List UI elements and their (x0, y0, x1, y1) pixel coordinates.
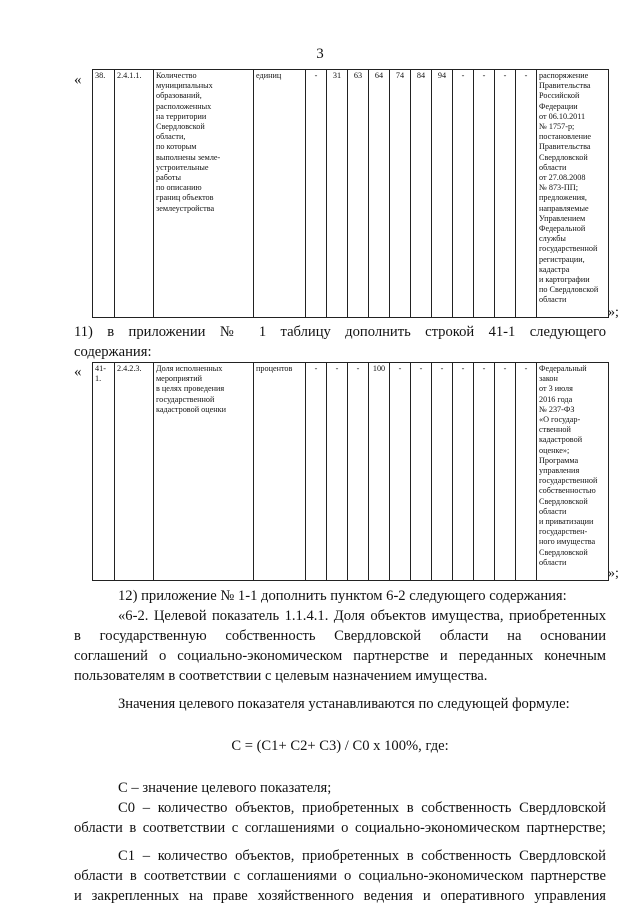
cell-value: 63 (348, 70, 369, 318)
cell-value: - (306, 70, 327, 318)
definition-c1-line3: и закрепленных на праве хозяйственного ведения и оперативного управления (74, 888, 606, 904)
cell-value: 94 (432, 70, 453, 318)
table1-close: »; (608, 305, 619, 320)
definition-c0-line2: области в соответствии с соглашениями о социально-экономическом партнерстве; (74, 820, 606, 836)
cell-value: - (453, 363, 474, 581)
cell-number: 38. (93, 70, 115, 318)
cell-value: - (348, 363, 369, 581)
cell-value: 31 (327, 70, 348, 318)
page-number: 3 (316, 46, 324, 62)
table2-open-quote: « (74, 364, 82, 380)
cell-value: - (495, 363, 516, 581)
definition-c: С – значение целевого показателя; (118, 780, 332, 796)
formula-intro: Значения целевого показателя устанавливаются по следующей формуле: (118, 696, 570, 712)
cell-value: - (327, 363, 348, 581)
paragraph-11-line1: 11) в приложении № 1 таблицу дополнить строкой 41-1 следующего (74, 324, 606, 340)
cell-value: 100 (369, 363, 390, 581)
table2 (92, 362, 609, 581)
paragraph-11-line2: содержания: (74, 344, 152, 360)
cell-value: 64 (369, 70, 390, 318)
cell-code: 2.4.2.3. (115, 363, 154, 581)
paragraph-6-2-line4: пользователям в соответствии с целевым назначением имущества. (74, 668, 488, 684)
table2-close: »; (608, 566, 619, 581)
cell-source: распоряжение Правительства Российской Федерации от 06.10.2011 № 1757-р; постановление Правительства Свердловской области от 27.08.2008 № 873-ПП; предложения, направляемые Управлением Федеральной службы государственной регистрации, кадастра и картографии по Свердловской области (537, 70, 609, 318)
cell-code: 2.4.1.1. (115, 70, 154, 318)
cell-value: - (474, 363, 495, 581)
definition-c1-line2: области в соответствии с соглашениями о социально-экономическом партнерстве (74, 868, 606, 884)
paragraph-6-2-line2: в государственную собственность Свердловской области на основании (74, 628, 606, 644)
cell-unit: единиц (254, 70, 306, 318)
table-row (93, 363, 609, 581)
cell-number: 41-1. (93, 363, 115, 581)
cell-value: - (390, 363, 411, 581)
cell-value: - (306, 363, 327, 581)
table1 (92, 69, 609, 318)
cell-value: - (495, 70, 516, 318)
cell-value: - (516, 363, 537, 581)
cell-value: 84 (411, 70, 432, 318)
table-row (93, 70, 609, 318)
cell-value: - (516, 70, 537, 318)
cell-indicator: Доля исполненных мероприятий в целях проведения государственной кадастровой оценки (154, 363, 254, 581)
paragraph-6-2-line3: соглашений о социально-экономическом партнерстве и переданных конечным (74, 648, 606, 664)
cell-value: - (432, 363, 453, 581)
cell-indicator: Количество муниципальных образований, расположенных на территории Свердловской области, по которым выполнены земле- устроительные работы по описанию границ объектов землеустройства (154, 70, 254, 318)
definition-c0-line1: С0 – количество объектов, приобретенных в собственность Свердловской (118, 800, 606, 816)
definition-c1-line1: С1 – количество объектов, приобретенных в собственность Свердловской (118, 848, 606, 864)
paragraph-6-2-line1: «6-2. Целевой показатель 1.1.4.1. Доля объектов имущества, приобретенных (118, 608, 606, 624)
cell-value: - (474, 70, 495, 318)
table1-open-quote: « (74, 72, 82, 88)
cell-value: - (411, 363, 432, 581)
formula: С = (С1+ С2+ С3) / С0 х 100%, где: (231, 738, 449, 754)
paragraph-12: 12) приложение № 1-1 дополнить пунктом 6-2 следующего содержания: (118, 588, 567, 604)
cell-unit: процентов (254, 363, 306, 581)
cell-value: - (453, 70, 474, 318)
cell-source: Федеральный закон от 3 июля 2016 года № 237-ФЗ «О государ- ственной кадастровой оценке»; Программа управления государственной собственностью Свердловской области и приватизации государствен- ного имущества Свердловской области (537, 363, 609, 581)
cell-value: 74 (390, 70, 411, 318)
